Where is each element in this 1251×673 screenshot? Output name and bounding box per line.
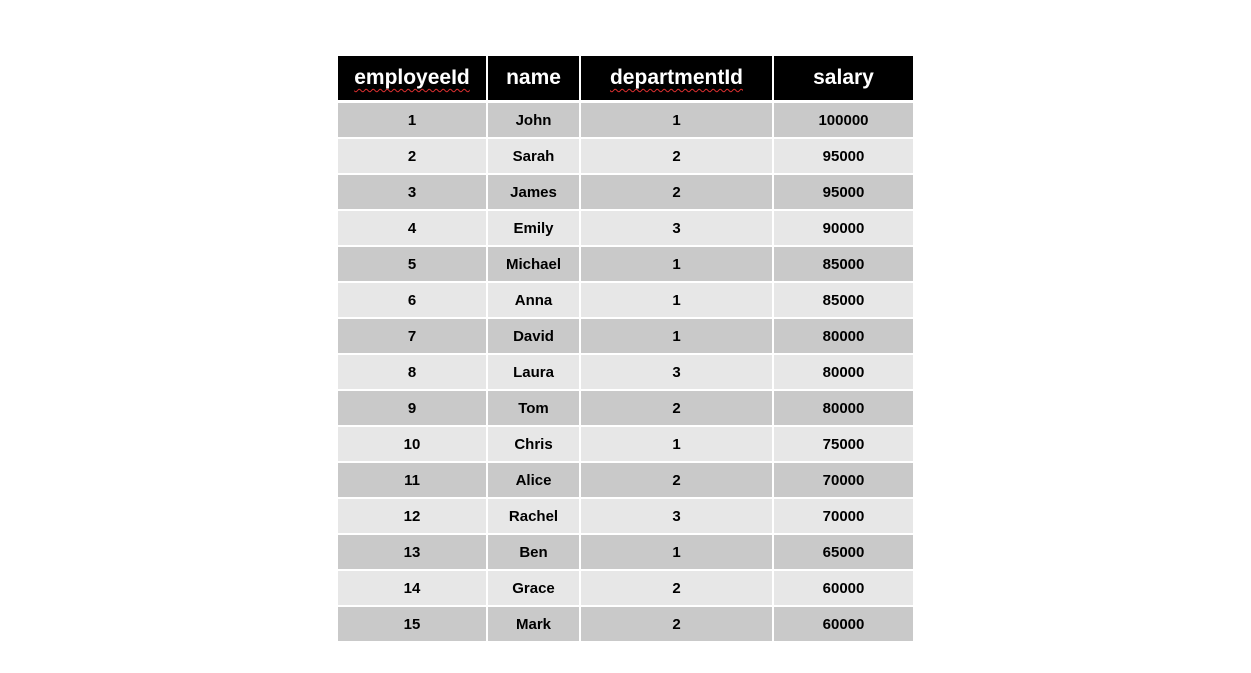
salary-cell: 65000 bbox=[773, 534, 913, 570]
department-id-cell: 1 bbox=[580, 426, 773, 462]
employee-id-cell: 4 bbox=[338, 210, 487, 246]
department-id-cell: 3 bbox=[580, 498, 773, 534]
employee-id-cell: 9 bbox=[338, 390, 487, 426]
header-name bbox=[487, 56, 580, 102]
employee-id-cell: 5 bbox=[338, 246, 487, 282]
name-cell: Grace bbox=[487, 570, 580, 606]
department-id-cell: 1 bbox=[580, 282, 773, 318]
table-row bbox=[338, 282, 913, 318]
table-row bbox=[338, 102, 913, 139]
name-cell: David bbox=[487, 318, 580, 354]
salary-cell: 70000 bbox=[773, 462, 913, 498]
name-cell: Sarah bbox=[487, 138, 580, 174]
table-row bbox=[338, 318, 913, 354]
name-cell: Ben bbox=[487, 534, 580, 570]
salary-cell: 80000 bbox=[773, 318, 913, 354]
name-cell: John bbox=[487, 102, 580, 139]
name-cell: Michael bbox=[487, 246, 580, 282]
table-row bbox=[338, 354, 913, 390]
department-id-cell: 3 bbox=[580, 210, 773, 246]
employee-id-cell: 1 bbox=[338, 102, 487, 139]
header-departmentid-label: departmentId bbox=[609, 66, 743, 89]
table-row bbox=[338, 570, 913, 606]
salary-cell: 95000 bbox=[773, 174, 913, 210]
salary-cell: 90000 bbox=[773, 210, 913, 246]
department-id-cell: 1 bbox=[580, 246, 773, 282]
department-id-cell: 3 bbox=[580, 354, 773, 390]
name-cell: Rachel bbox=[487, 498, 580, 534]
table-row bbox=[338, 498, 913, 534]
table-row bbox=[338, 426, 913, 462]
employee-id-cell: 14 bbox=[338, 570, 487, 606]
salary-cell: 85000 bbox=[773, 282, 913, 318]
table-row bbox=[338, 462, 913, 498]
department-id-cell: 2 bbox=[580, 138, 773, 174]
table-row bbox=[338, 210, 913, 246]
salary-cell: 60000 bbox=[773, 606, 913, 642]
department-id-cell: 1 bbox=[580, 102, 773, 139]
employee-table bbox=[338, 56, 913, 643]
employee-id-cell: 13 bbox=[338, 534, 487, 570]
employee-id-cell: 8 bbox=[338, 354, 487, 390]
header-row bbox=[338, 56, 913, 102]
employee-id-cell: 7 bbox=[338, 318, 487, 354]
name-cell: Chris bbox=[487, 426, 580, 462]
salary-cell: 60000 bbox=[773, 570, 913, 606]
salary-cell: 75000 bbox=[773, 426, 913, 462]
salary-cell: 95000 bbox=[773, 138, 913, 174]
name-cell: Alice bbox=[487, 462, 580, 498]
employee-id-cell: 10 bbox=[338, 426, 487, 462]
employee-id-cell: 12 bbox=[338, 498, 487, 534]
header-salary-label: salary bbox=[813, 66, 874, 89]
header-employeeid-label: employeeId bbox=[354, 66, 470, 89]
table-row bbox=[338, 390, 913, 426]
employee-id-cell: 15 bbox=[338, 606, 487, 642]
department-id-cell: 1 bbox=[580, 534, 773, 570]
name-cell: James bbox=[487, 174, 580, 210]
employee-id-cell: 3 bbox=[338, 174, 487, 210]
department-id-cell: 2 bbox=[580, 390, 773, 426]
salary-cell: 70000 bbox=[773, 498, 913, 534]
department-id-cell: 2 bbox=[580, 606, 773, 642]
header-employeeid bbox=[338, 56, 487, 102]
salary-cell: 80000 bbox=[773, 354, 913, 390]
table-row bbox=[338, 534, 913, 570]
salary-cell: 85000 bbox=[773, 246, 913, 282]
table-row bbox=[338, 174, 913, 210]
table-row bbox=[338, 138, 913, 174]
name-cell: Emily bbox=[487, 210, 580, 246]
employee-id-cell: 6 bbox=[338, 282, 487, 318]
employee-id-cell: 11 bbox=[338, 462, 487, 498]
department-id-cell: 1 bbox=[580, 318, 773, 354]
header-salary bbox=[773, 56, 913, 102]
header-departmentid bbox=[580, 56, 773, 102]
name-cell: Mark bbox=[487, 606, 580, 642]
department-id-cell: 2 bbox=[580, 570, 773, 606]
table-header bbox=[338, 56, 913, 102]
salary-cell: 100000 bbox=[773, 102, 913, 139]
name-cell: Tom bbox=[487, 390, 580, 426]
table-row bbox=[338, 606, 913, 642]
name-cell: Anna bbox=[487, 282, 580, 318]
department-id-cell: 2 bbox=[580, 462, 773, 498]
department-id-cell: 2 bbox=[580, 174, 773, 210]
table-body bbox=[338, 102, 913, 643]
employee-id-cell: 2 bbox=[338, 138, 487, 174]
table-row bbox=[338, 246, 913, 282]
salary-cell: 80000 bbox=[773, 390, 913, 426]
header-name-label: name bbox=[506, 66, 561, 89]
name-cell: Laura bbox=[487, 354, 580, 390]
